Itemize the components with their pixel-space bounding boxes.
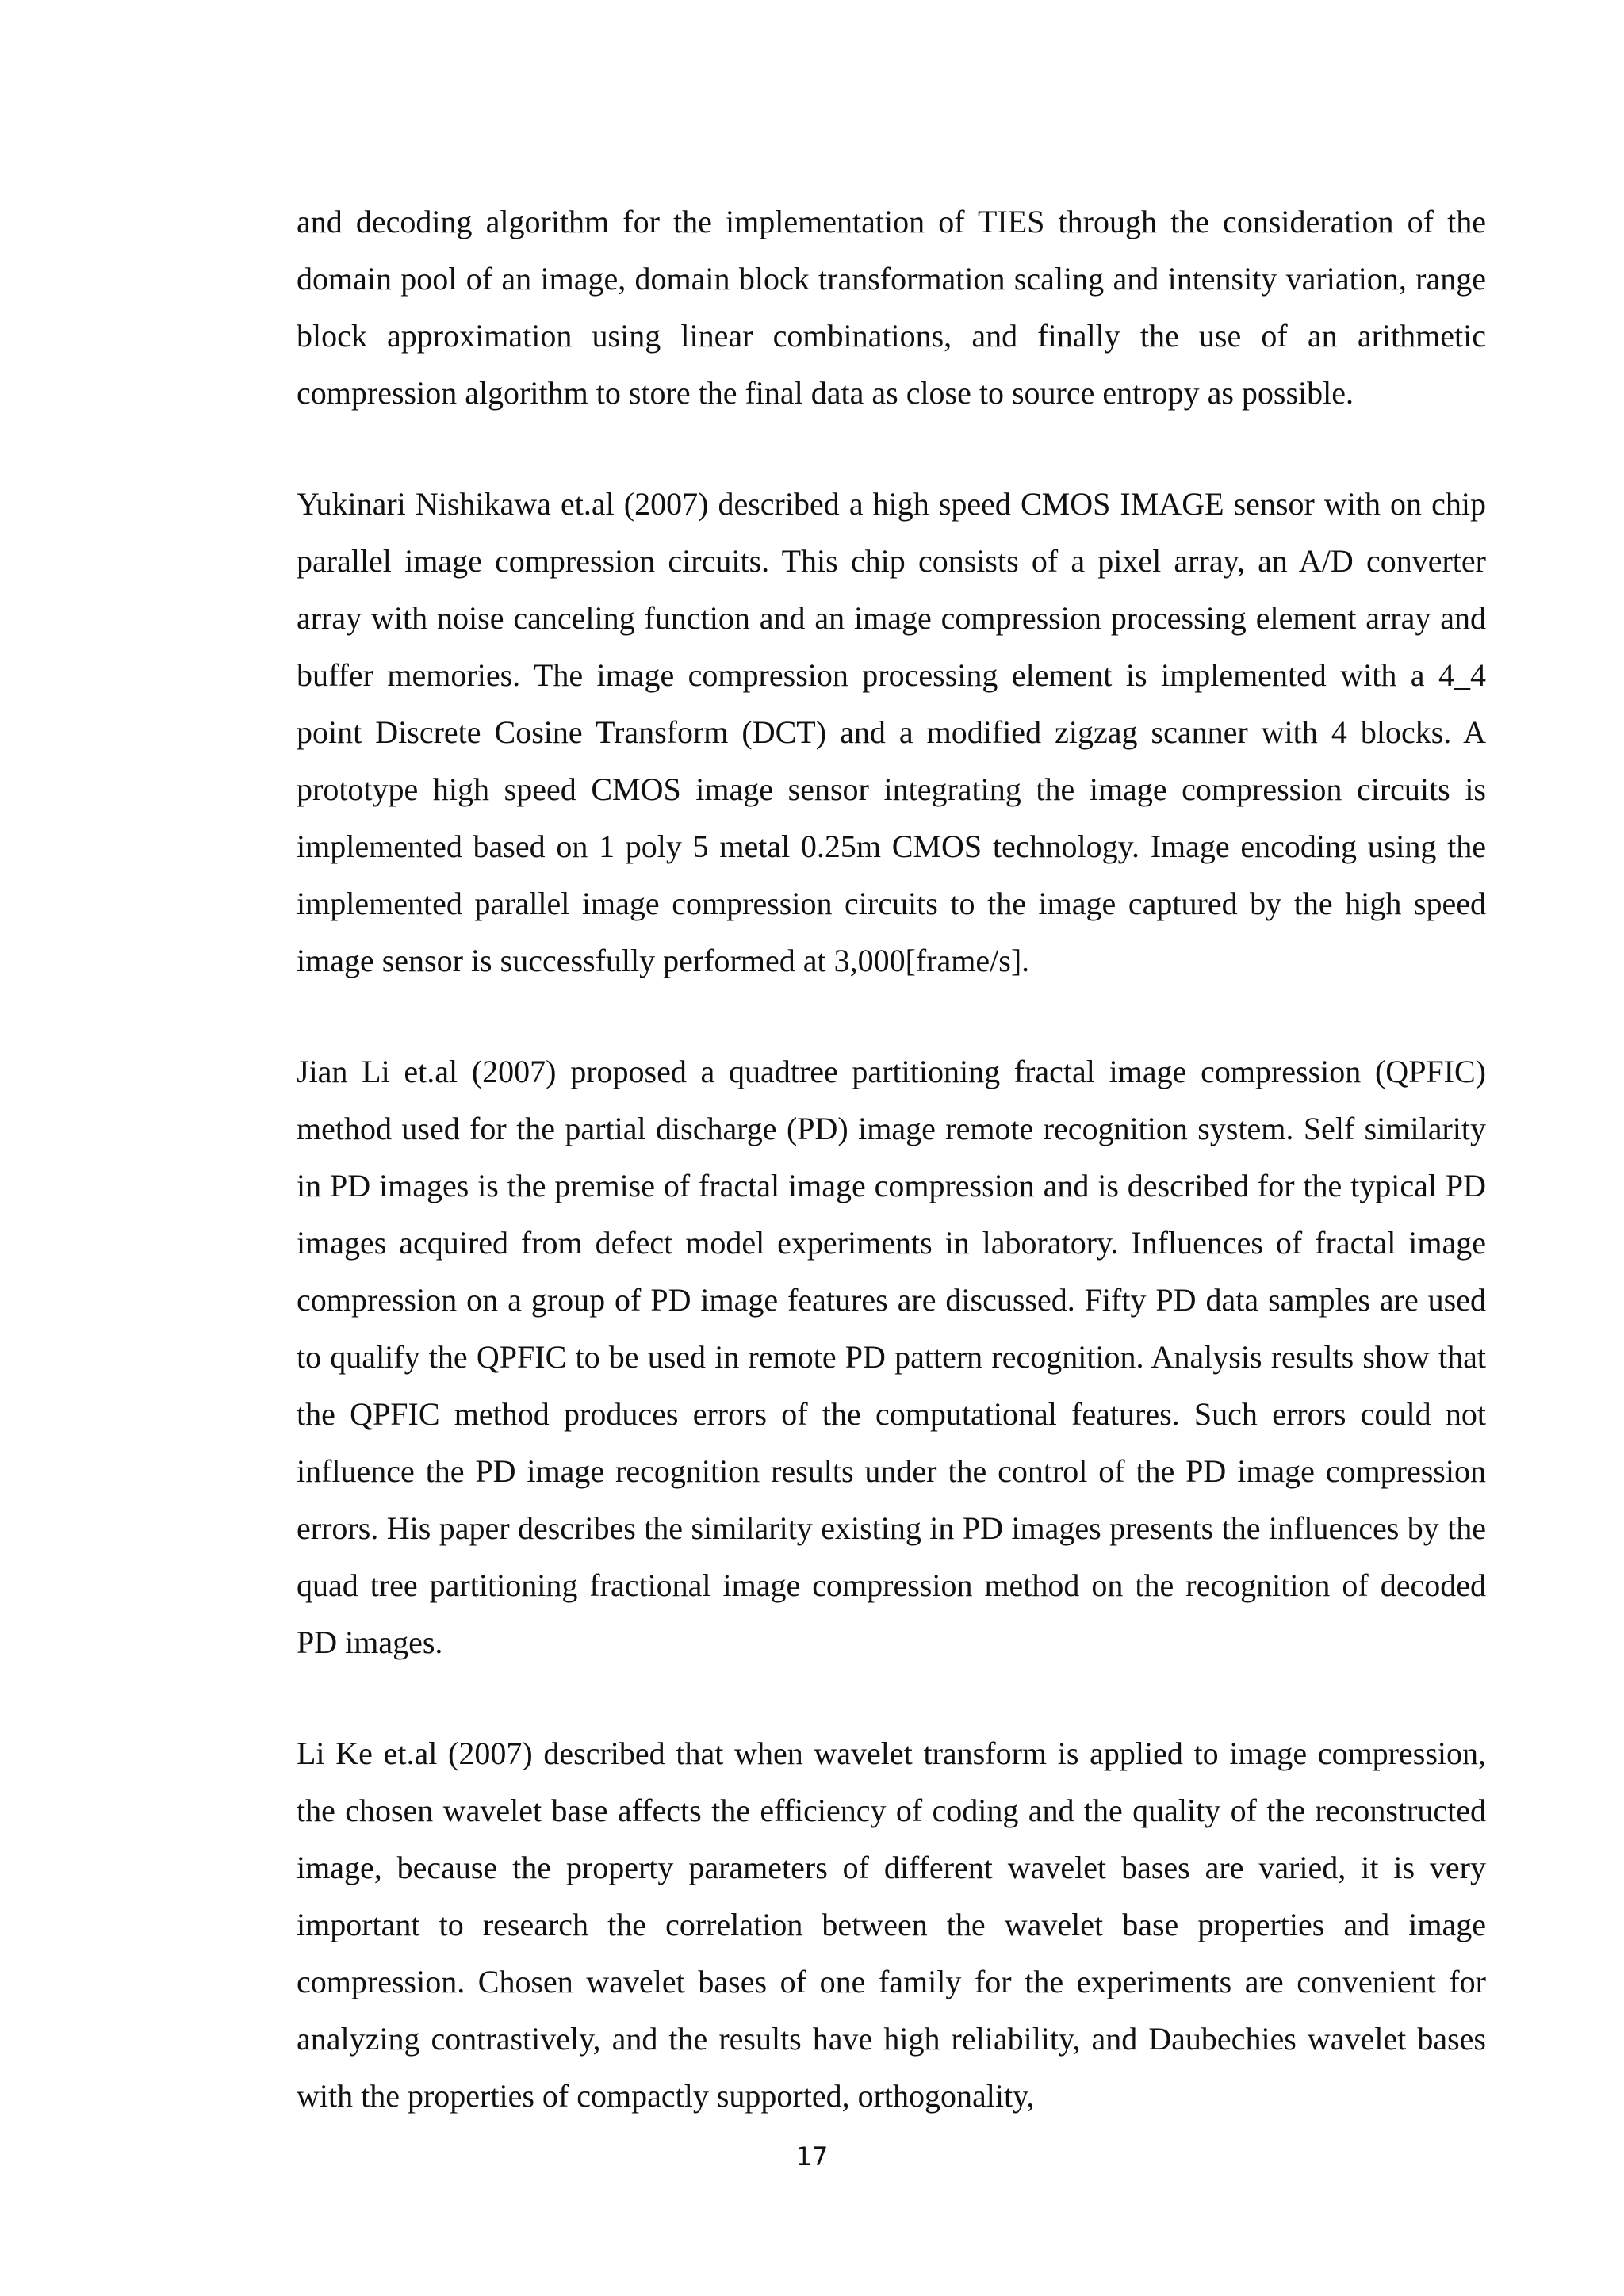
paragraph-ties-continuation: and decoding algorithm for the implementation of TIES through the consideration of the domain pool of an image, domain block transformation scaling and intensity variation, range block approximation using linear combinations, and finally the use of an arithmetic compression algorithm to store the final data as close to source entropy as possible. — [297, 204, 1486, 411]
paragraph-nishikawa: Yukinari Nishikawa et.al (2007) described a high speed CMOS IMAGE sensor with on chip parallel image compression circuits. This chip consists of a pixel array, an A/D converter array with noise canceling function and an image compression processing element array and buffer memories. The image compression processing element is implemented with a 4_4 point Discrete Cosine Transform (DCT) and a modified zigzag scanner with 4 blocks. A prototype high speed CMOS image sensor integrating the image compression circuits is implemented based on 1 poly 5 metal 0.25m CMOS technology. Image encoding using the implemented parallel image compression circuits to the image captured by the high speed image sensor is successfully performed at 3,000[frame/s]. — [297, 486, 1486, 978]
paragraph-li-ke: Li Ke et.al (2007) described that when wavelet transform is applied to image compression, the chosen wavelet base affects the efficiency of coding and the quality of the reconstructed image, because the property parameters of different wavelet bases are varied, it is very important to research the correlation between the wavelet base properties and image compression. Chosen wavelet bases of one family for the experiments are convenient for analyzing contrastively, and the results have high reliability, and Daubechies wavelet bases with the properties of compactly supported, orthogonality, — [297, 1735, 1486, 2114]
page-number: 17 — [795, 2141, 829, 2172]
paragraph-jian-li: Jian Li et.al (2007) proposed a quadtree partitioning fractal image compression (QPFIC) method used for the partial discharge (PD) image remote recognition system. Self similarity in PD images is the premise of fractal image compression and is described for the typical PD images acquired from defect model experiments in laboratory. Influences of fractal image compression on a group of PD image features are discussed. Fifty PD data samples are used to qualify the QPFIC to be used in remote PD pattern recognition. Analysis results show that the QPFIC method produces errors of the computational features. Such errors could not influence the PD image recognition results under the control of the PD image compression errors. His paper describes the similarity existing in PD images presents the influences by the quad tree partitioning fractional image compression method on the recognition of decoded PD images. — [297, 1054, 1486, 1660]
document-page — [297, 193, 1486, 2125]
